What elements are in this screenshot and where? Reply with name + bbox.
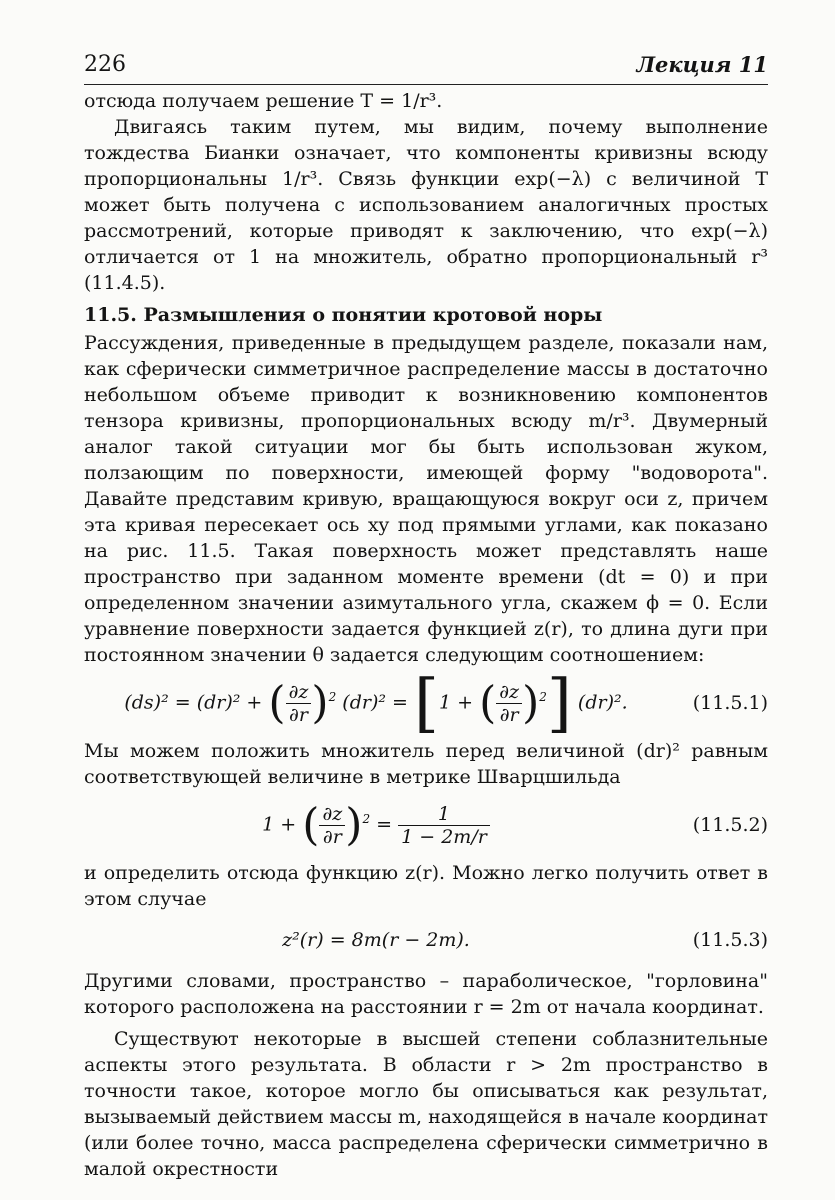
equation-11-5-1 <box>84 668 768 738</box>
running-head <box>84 50 768 85</box>
partial-fraction: $\frac{\partial z}{\partial r}$ <box>286 681 312 726</box>
section-heading: 11.5. Размышления о понятии кротовой норы <box>84 304 603 326</box>
partial-fraction: $\frac{\partial z}{\partial r}$ <box>319 803 345 848</box>
page-number: 226 <box>84 52 126 77</box>
partial-fraction: $\frac{\partial z}{\partial r}$ <box>496 681 522 726</box>
rhs-fraction: $\frac{1}{1 - 2m/r}$ <box>398 803 490 848</box>
paragraph-aspects: Существуют некоторые в высшей степени соблазнительные аспекты этого результата. В области r > 2m пространство в точности такое, которое могло бы описываться как результат, вызываемый действием массы m, находящейся в начале координат (или более точно, масса распределена сферически симметрично в малой окрестности <box>84 1028 768 1180</box>
equation-11-5-3 <box>84 912 768 968</box>
paragraph-solution: отсюда получаем решение T = 1/r³. <box>84 90 443 112</box>
equation-formula: z²(r) = 8m(r − 2m). <box>282 929 470 951</box>
equation-number: (11.5.2) <box>692 814 768 836</box>
equation-11-5-2 <box>84 790 768 860</box>
paragraph-parabolic: Другими словами, пространство – параболическое, "горловина" которого расположена на расстоянии r = 2m от начала координат. <box>84 970 768 1018</box>
lecture-title: Лекция 11 <box>636 52 768 77</box>
paragraph-bianchi: Двигаясь таким путем, мы видим, почему выполнение тождества Бианки означает, что компоненты кривизны всюду пропорциональны 1/r³. Связь функции exp(−λ) с величиной T может быть получена с использованием аналогичных простых рассмотрений, которые приводят к заключению, что exp(−λ) отличается от 1 на множитель, обратно пропорциональный r³ (11.4.5). <box>84 116 768 294</box>
equation-number: (11.5.3) <box>692 929 768 951</box>
equation-number: (11.5.1) <box>692 692 768 714</box>
equation-formula: (ds)² = (dr)² + ( $\frac{\partial z}{\partial r}$ )$^2$ (dr)² = [1 + ( $\frac{\partial z}{\partial r}$ )$^2$] (dr)². <box>124 666 628 740</box>
page-body <box>84 88 768 1182</box>
paragraph-define-z: и определить отсюда функцию z(r). Можно легко получить ответ в этом случае <box>84 862 768 910</box>
paragraph-schwarzschild: Мы можем положить множитель перед величиной (dr)² равным соответствующей величине в метрике Шварцшильда <box>84 740 768 788</box>
equation-formula: 1 + ( $\frac{\partial z}{\partial r}$ )$^2$ = $\frac{1}{1 - 2m/r}$ <box>84 803 668 848</box>
paragraph-wormhole: Рассуждения, приведенные в предыдущем разделе, показали нам, как сферически симметричное распределение массы в достаточно небольшом объеме приводит к возникновению компонентов тензора кривизны, пропорциональных всюду m/r³. Двумерный аналог такой ситуации мог бы быть использован жуком, ползающим по поверхности, имеющей форму "водоворота". Давайте представим кривую, вращающуюся вокруг оси z, причем эта кривая пересекает ось xy под прямыми углами, как показано на рис. 11.5. Такая поверхность может представлять наше пространство при заданном моменте времени (dt = 0) и при определенном значении азимутального угла, скажем ϕ = 0. Если уравнение поверхности задается функцией z(r), то длина дуги при постоянном значении θ задается следующим соотношением: <box>84 332 768 666</box>
